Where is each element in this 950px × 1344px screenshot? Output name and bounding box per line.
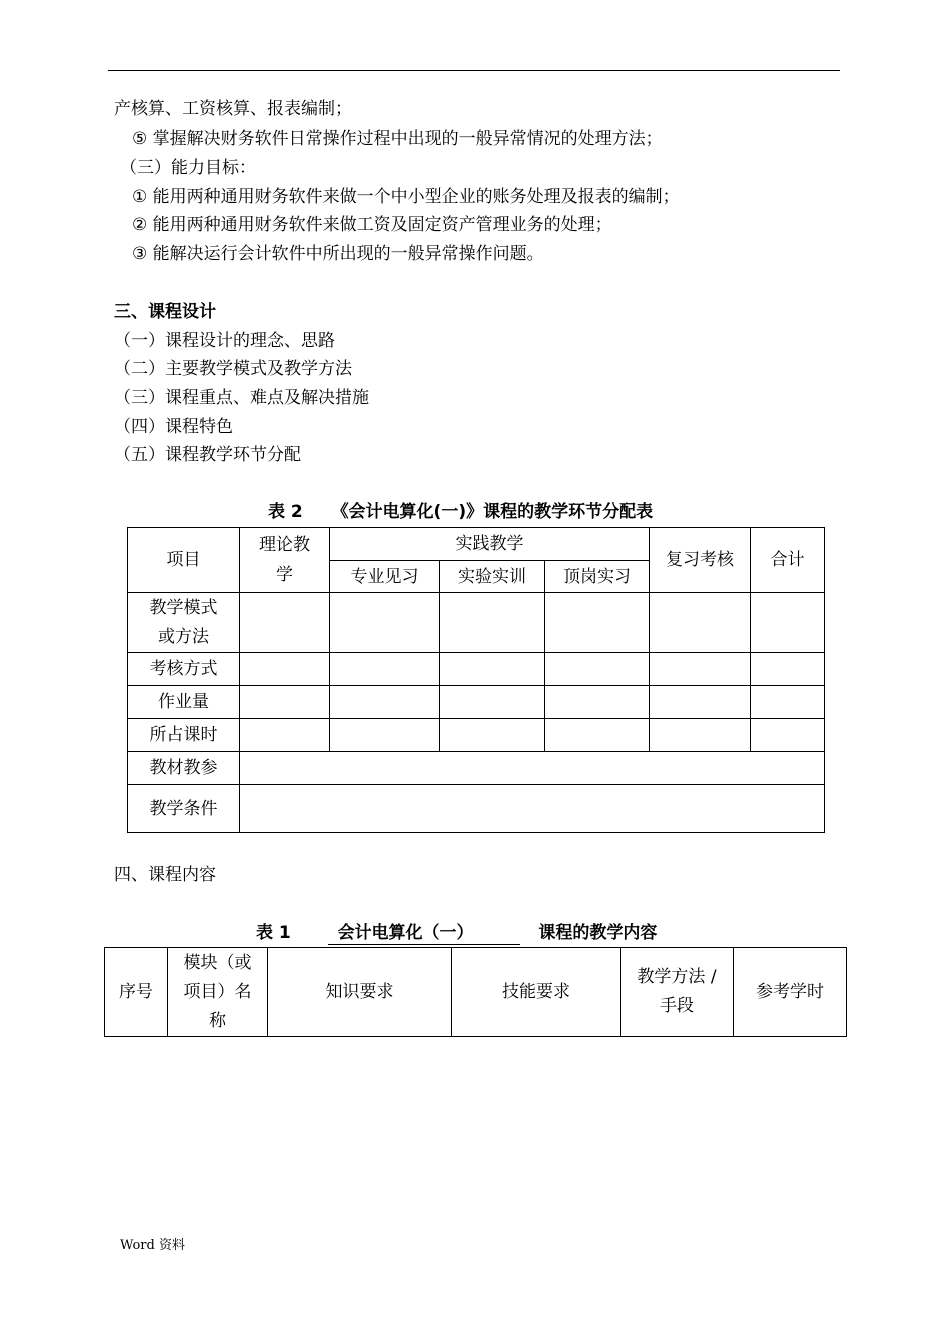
table-cell	[240, 653, 330, 686]
table-cell	[751, 719, 825, 752]
row-label: 考核方式	[128, 653, 240, 686]
header-method: 教学方法 / 手段	[621, 948, 734, 1037]
table-1-caption	[256, 922, 657, 945]
section-3-item: （一）课程设计的理念、思路	[114, 331, 335, 351]
table-cell	[440, 719, 545, 752]
row-label: 教学条件	[128, 785, 240, 833]
row-label: 教学模式或方法	[128, 593, 240, 653]
row-label: 教材教参	[128, 752, 240, 785]
header-review: 复习考核	[650, 528, 751, 593]
table-cell	[240, 719, 330, 752]
header-knowledge: 知识要求	[268, 948, 452, 1037]
header-theory: 理论教学	[240, 528, 330, 593]
table-cell	[240, 686, 330, 719]
footer-text: Word 资料	[120, 1238, 185, 1253]
table-cell	[751, 653, 825, 686]
header-total: 合计	[751, 528, 825, 593]
paragraph-2: ⑤ 掌握解决财务软件日常操作过程中出现的一般异常情况的处理方法；	[132, 129, 663, 149]
header-rule	[108, 70, 840, 71]
row-label: 所占课时	[128, 719, 240, 752]
table-2-caption	[268, 501, 653, 523]
table-cell	[650, 653, 751, 686]
table-cell	[440, 653, 545, 686]
table-cell	[440, 686, 545, 719]
header-hours: 参考学时	[734, 948, 847, 1037]
section-3-item: （四）课程特色	[114, 417, 233, 437]
table-cell	[330, 653, 440, 686]
table-2-caption-title: 《会计电算化(一)》课程的教学环节分配表	[331, 502, 654, 522]
header-practice: 实践教学	[330, 528, 650, 561]
row-label: 作业量	[128, 686, 240, 719]
table-cell	[240, 752, 825, 785]
table-cell	[240, 785, 825, 833]
section-3-item: （三）课程重点、难点及解决措施	[114, 388, 369, 408]
header-module: 模块（或项目）名称	[168, 948, 268, 1037]
table-cell	[545, 719, 650, 752]
paragraph-3: （三）能力目标：	[120, 158, 256, 178]
table-2-caption-label: 表 2	[268, 502, 303, 522]
table-2	[127, 527, 825, 833]
table-cell	[440, 593, 545, 653]
table-1	[104, 947, 847, 1037]
header-practice-sub: 顶岗实习	[545, 561, 650, 593]
section-3-item: （五）课程教学环节分配	[114, 445, 301, 465]
table-cell	[330, 719, 440, 752]
table-cell	[751, 593, 825, 653]
header-item: 项目	[128, 528, 240, 593]
table-cell	[545, 686, 650, 719]
header-practice-sub: 实验实训	[440, 561, 545, 593]
table-cell	[650, 593, 751, 653]
table-cell	[240, 593, 330, 653]
paragraph-4: ① 能用两种通用财务软件来做一个中小型企业的账务处理及报表的编制；	[132, 187, 680, 207]
table-cell	[545, 593, 650, 653]
section-3-item: （二）主要教学模式及教学方法	[114, 359, 352, 379]
table-cell	[330, 686, 440, 719]
table-cell	[545, 653, 650, 686]
section-4-heading: 四、课程内容	[114, 865, 216, 885]
table-1-caption-title-wrap	[328, 922, 520, 945]
header-skill: 技能要求	[452, 948, 621, 1037]
table-cell	[650, 686, 751, 719]
paragraph-5: ② 能用两种通用财务软件来做工资及固定资产管理业务的处理；	[132, 215, 612, 235]
table-1-caption-label: 表 1	[256, 923, 291, 943]
table-cell	[751, 686, 825, 719]
table-1-caption-title: 会计电算化（一）	[337, 923, 474, 943]
paragraph-1: 产核算、工资核算、报表编制；	[114, 99, 352, 119]
table-cell	[330, 593, 440, 653]
table-1-caption-suffix: 课程的教学内容	[538, 923, 658, 943]
paragraph-6: ③ 能解决运行会计软件中所出现的一般异常操作问题。	[132, 244, 544, 264]
header-practice-sub: 专业见习	[330, 561, 440, 593]
header-seq: 序号	[105, 948, 168, 1037]
table-cell	[650, 719, 751, 752]
section-3-heading: 三、课程设计	[114, 302, 216, 322]
